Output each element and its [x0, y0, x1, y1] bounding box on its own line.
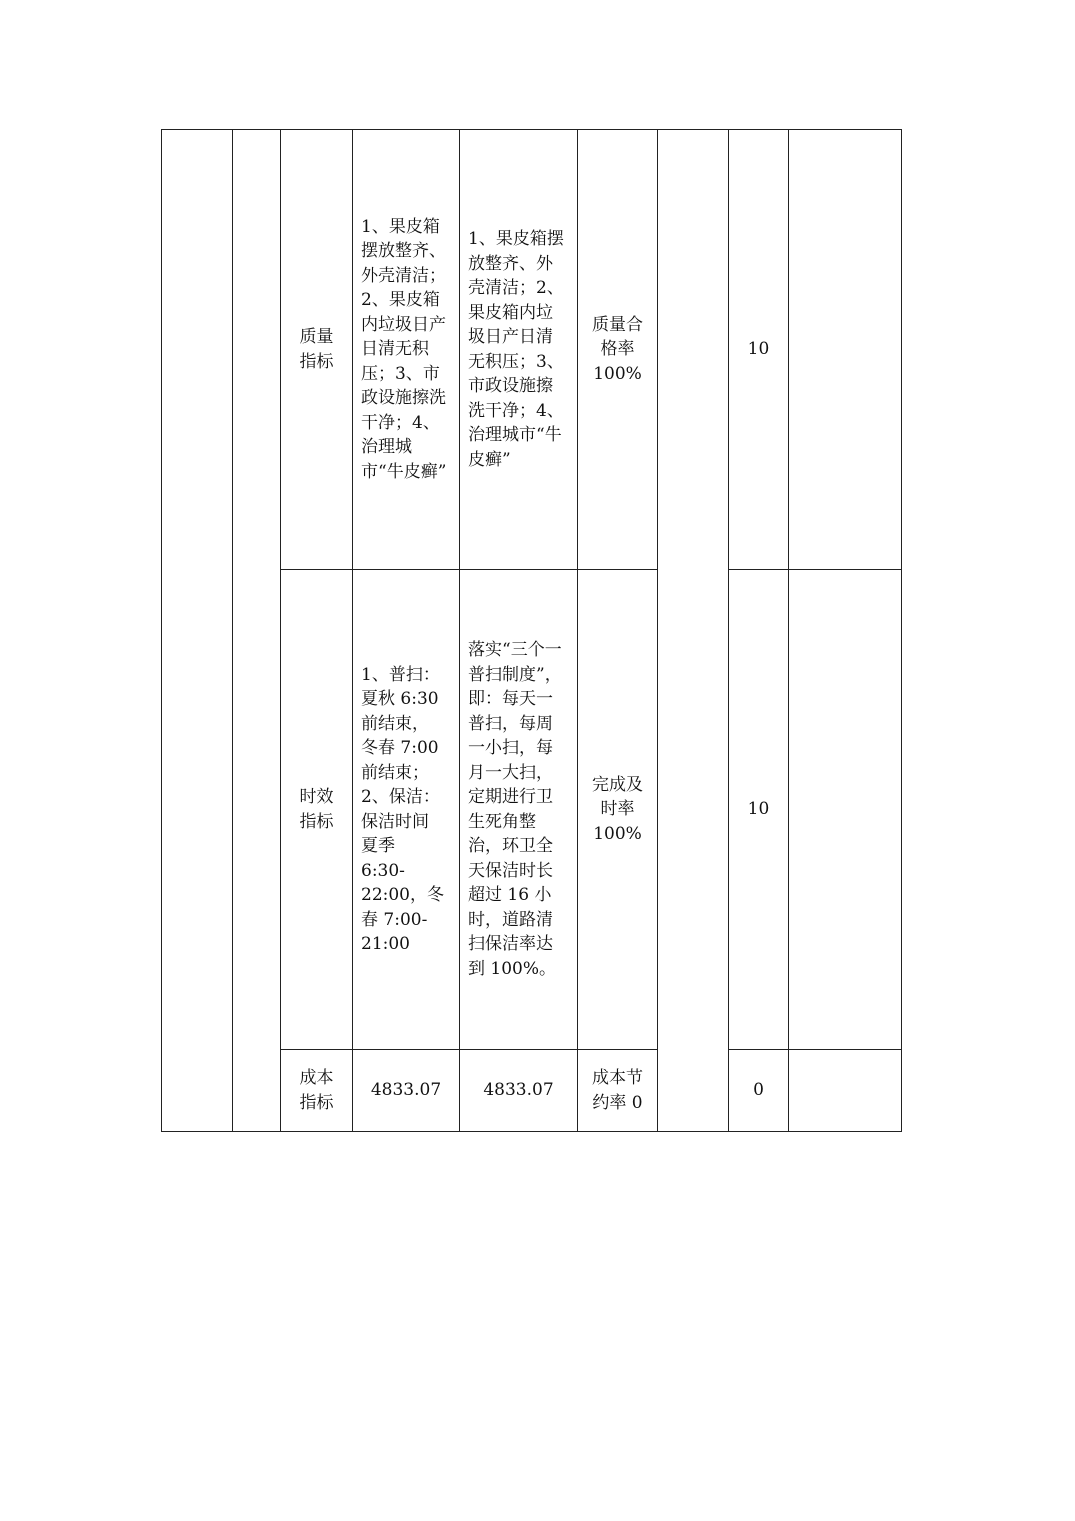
actual-value-cell: 1、果皮箱摆放整齐、外壳清洁；2、果皮箱内垃圾日产日清无积压；3、市政设施擦洗干净；4、治理城市“牛皮癣”	[460, 130, 578, 570]
remarks-cell	[789, 570, 902, 1050]
indicator-cell: 时效 指标	[281, 570, 353, 1050]
indicator-cell: 成本 指标	[281, 1050, 353, 1132]
annual-target-cell: 1、普扫： 夏秋 6:30 前结束， 冬春 7:00 前结束； 2、保洁： 保洁时间 夏季 6:30- 22:00，冬 春 7:00- 21:00	[353, 570, 460, 1050]
indicator-cell: 质量 指标	[281, 130, 353, 570]
completion-rate-cell: 成本节 约率 0	[578, 1050, 658, 1132]
score-cell: 10	[729, 570, 789, 1050]
table-row-quality	[162, 130, 902, 570]
completion-rate-cell: 完成及 时率 100%	[578, 570, 658, 1050]
score-cell: 0	[729, 1050, 789, 1132]
actual-value-cell: 落实“三个一普扫制度”，即：每天一普扫，每周一小扫，每月一大扫，定期进行卫生死角整治，环卫全天保洁时长超过 16 小时，道路清扫保洁率达到 100%。	[460, 570, 578, 1050]
remarks-cell	[789, 130, 902, 570]
actual-value-cell: 4833.07	[460, 1050, 578, 1132]
subcategory-cell	[233, 130, 281, 1132]
category-cell	[162, 130, 233, 1132]
annual-target-cell: 1、果皮箱摆放整齐、外壳清洁；2、果皮箱内垃圾日产日清无积压；3、市政设施擦洗干净；4、治理城市“牛皮癣”	[353, 130, 460, 570]
performance-indicator-table	[161, 129, 902, 1132]
weight-cell	[658, 130, 729, 1132]
remarks-cell	[789, 1050, 902, 1132]
score-cell: 10	[729, 130, 789, 570]
completion-rate-cell: 质量合 格率 100%	[578, 130, 658, 570]
annual-target-cell: 4833.07	[353, 1050, 460, 1132]
